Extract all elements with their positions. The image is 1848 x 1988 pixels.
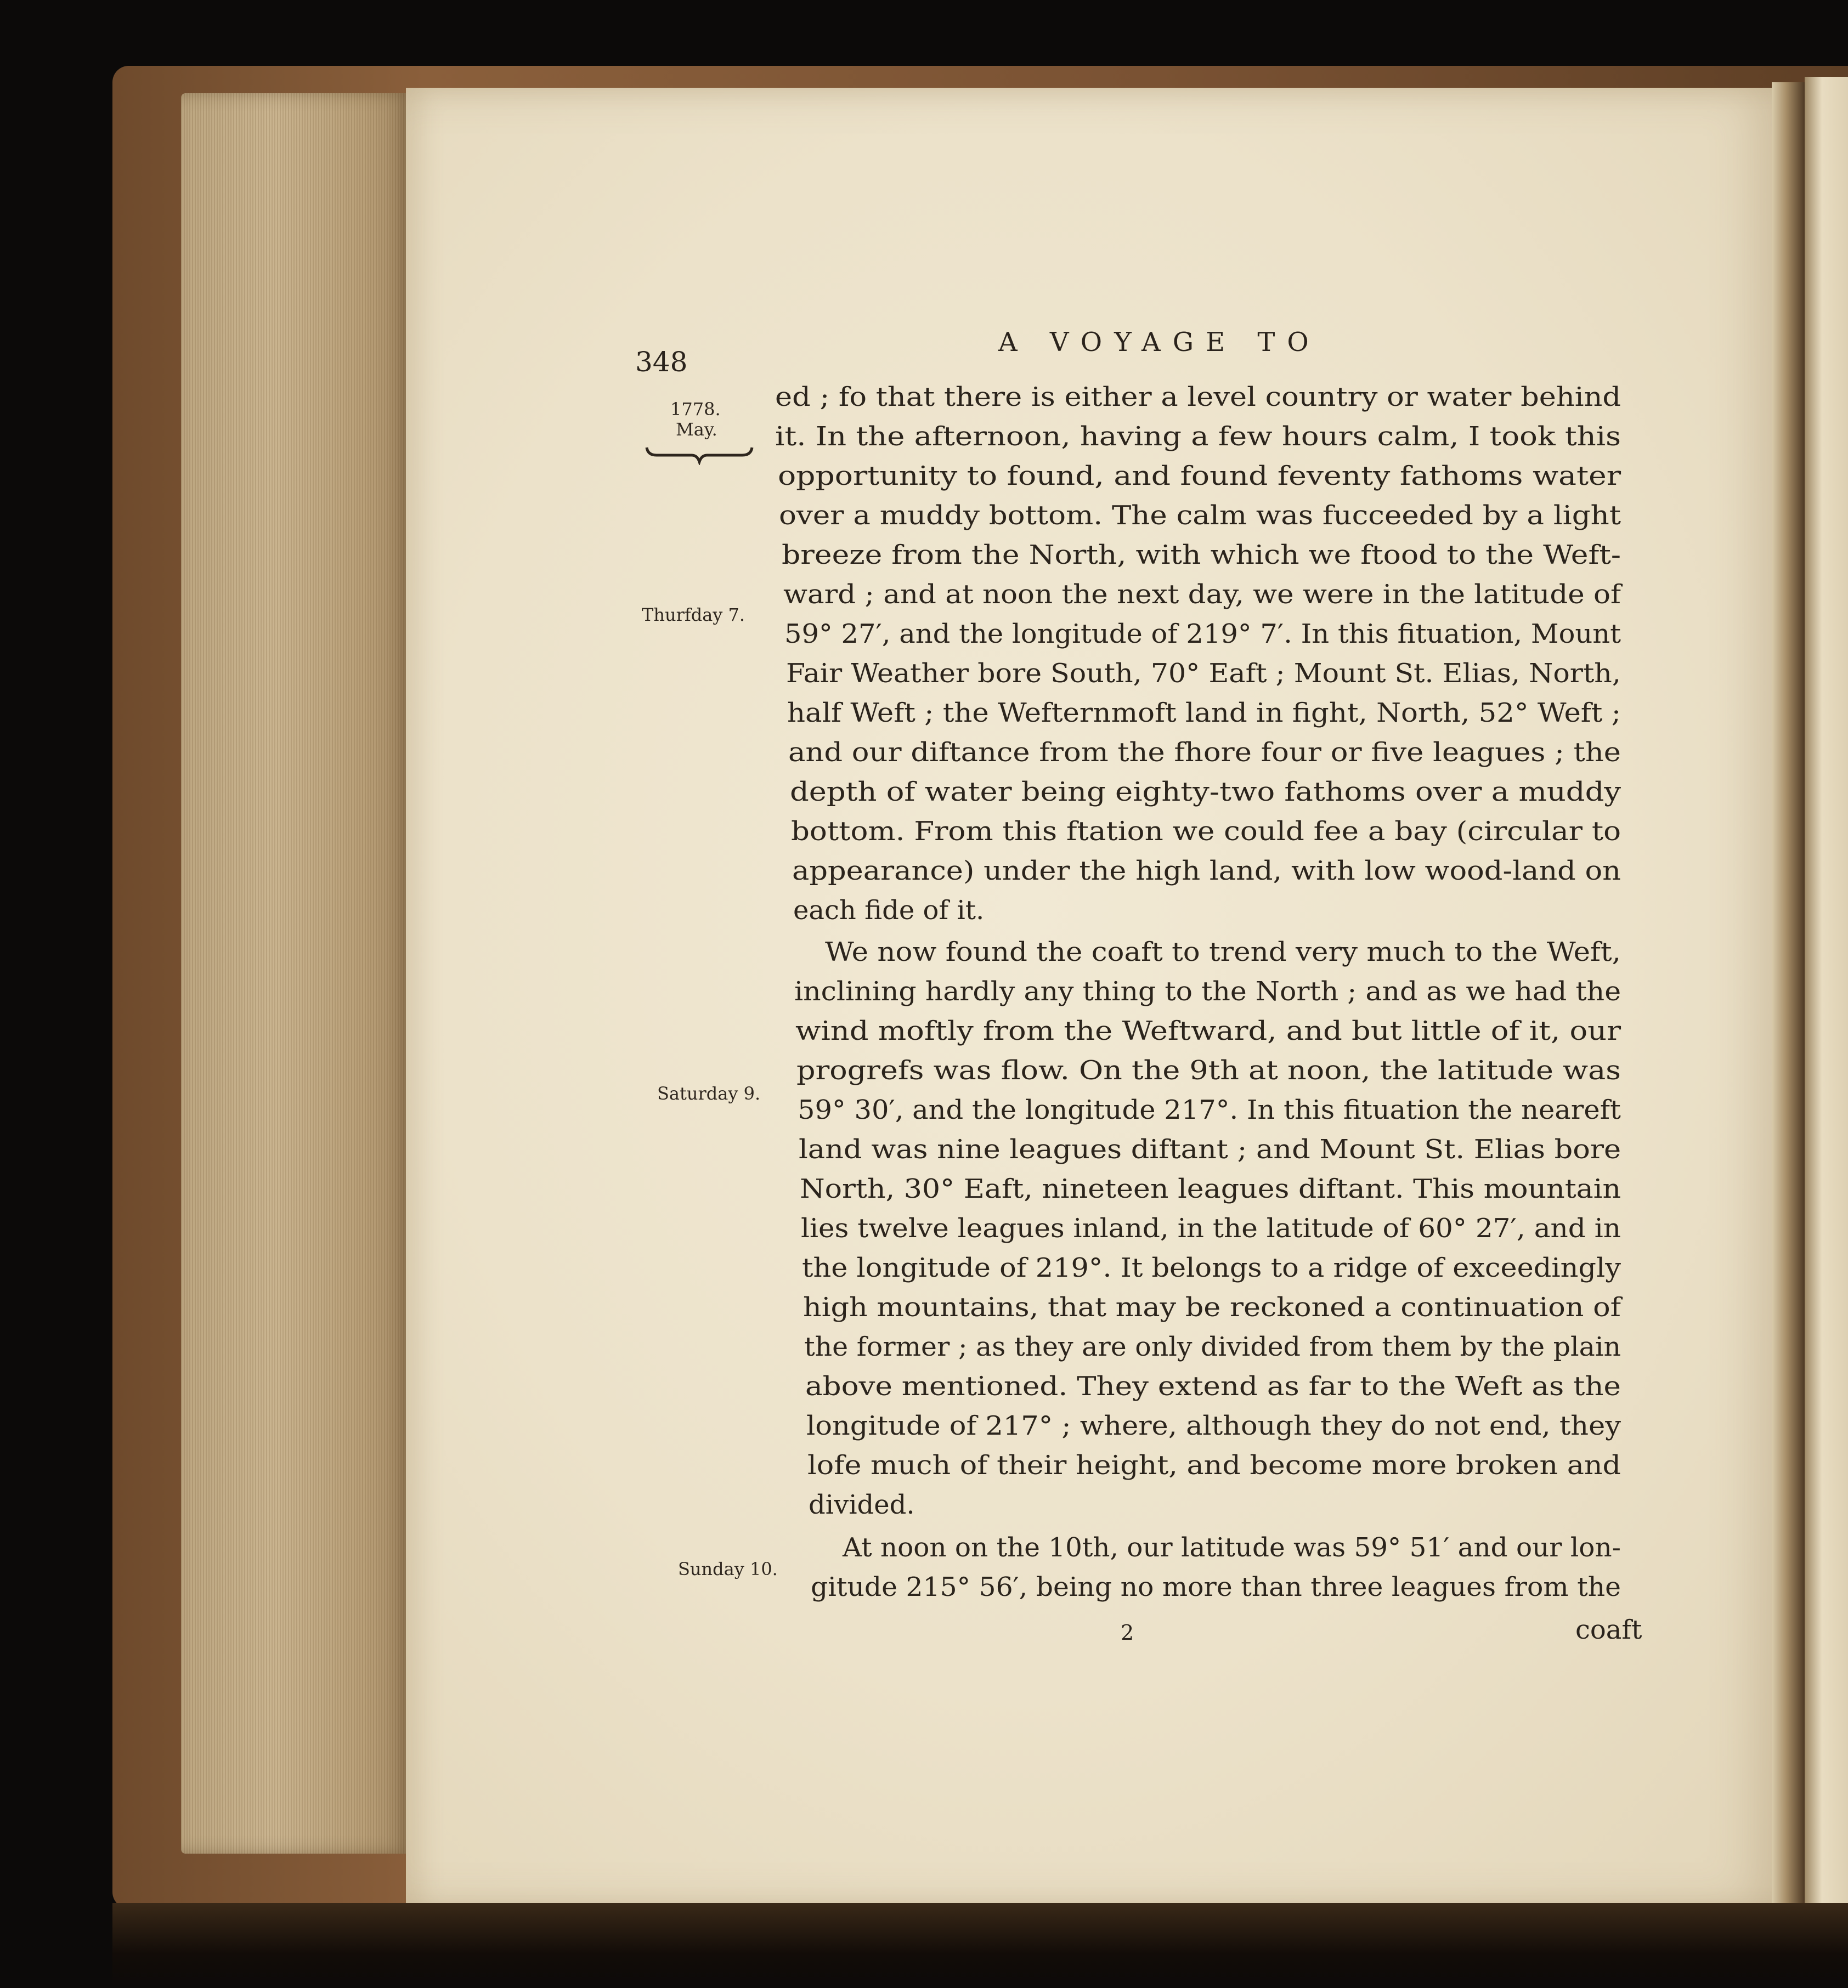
text-line: the former ; as they are only divided from them by the plain [804,1332,1621,1362]
signature-mark: 2 [1121,1621,1134,1645]
margin-note-month: May. [676,419,717,440]
text-line: the longitude of 219°. It belongs to a ridge of exceedingly [802,1253,1621,1283]
text-line: gitude 215° 56′, being no more than three leagues from the [811,1572,1621,1602]
text-line: over a muddy bottom. The calm was fucceeded by a light [779,500,1621,531]
text-line: each fide of it. [793,895,985,926]
text-line: high mountains, that may be reckoned a continuation of [803,1292,1621,1323]
page-number: 348 [635,346,688,378]
text-line: longitude of 217° ; where, although they do not end, they [806,1411,1621,1441]
text-line: 59° 27′, and the longitude of 219° 7′. In this fituation, Mount [784,619,1621,649]
margin-note-thursday: Thurfday 7. [642,604,745,625]
book-gutter [1772,82,1805,1914]
text-line: ed ; fo that there is either a level country or water behind [775,382,1621,412]
text-line: above mentioned. They extend as far to the Weft as the [805,1371,1621,1402]
text-line: lies twelve leagues inland, in the latitude of 60° 27′, and in [801,1213,1621,1244]
text-line: bottom. From this ftation we could fee a bay (circular to [791,816,1621,847]
margin-note-saturday: Saturday 9. [657,1083,761,1104]
text-line: inclining hardly any thing to the North ; and as we had the [794,976,1621,1007]
text-line: lofe much of their height, and become more broken and [807,1450,1621,1481]
text-line: depth of water being eighty-two fathoms over a muddy [790,777,1621,807]
text-line: breeze from the North, with which we ftood to the Weft- [782,540,1621,570]
text-line: Fair Weather bore South, 70° Eaft ; Mount St. Elias, North, [786,658,1621,689]
running-head: A VOYAGE TO [998,327,1321,358]
catchword: coaft [1575,1615,1642,1645]
page-edges [181,93,411,1854]
text-line: it. In the afternoon, having a few hours calm, I took this [775,421,1621,452]
text-line: land was nine leagues diftant ; and Mount St. Elias bore [799,1134,1621,1165]
text-line: opportunity to found, and found feventy fathoms water [778,461,1621,491]
margin-brace-icon [645,443,754,465]
text-line: We now found the coaft to trend very much to the Weft, [825,937,1621,967]
background-shadow [112,1903,1848,1988]
text-line: and our diftance from the fhore four or five leagues ; the [788,737,1621,768]
text-line: wind moftly from the Weftward, and but little of it, our [795,1016,1621,1046]
text-line: At noon on the 10th, our latitude was 59° 51′ and our lon- [843,1532,1621,1563]
text-line: progrefs was flow. On the 9th at noon, the latitude was [796,1055,1621,1086]
text-line: divided. [809,1489,915,1520]
facing-page-edge [1805,77,1848,1925]
text-line: North, 30° Eaft, nineteen leagues diftant. This mountain [800,1174,1621,1204]
text-line: 59° 30′, and the longitude 217°. In this fituation the neareft [798,1095,1621,1125]
margin-note-sunday: Sunday 10. [678,1559,778,1579]
text-line: half Weft ; the Wefternmoft land in fight, North, 52° Weft ; [787,698,1621,728]
margin-note-year: 1778. [670,399,721,420]
text-line: ward ; and at noon the next day, we were in the latitude of [783,579,1621,610]
text-line: appearance) under the high land, with low wood-land on [792,856,1621,886]
